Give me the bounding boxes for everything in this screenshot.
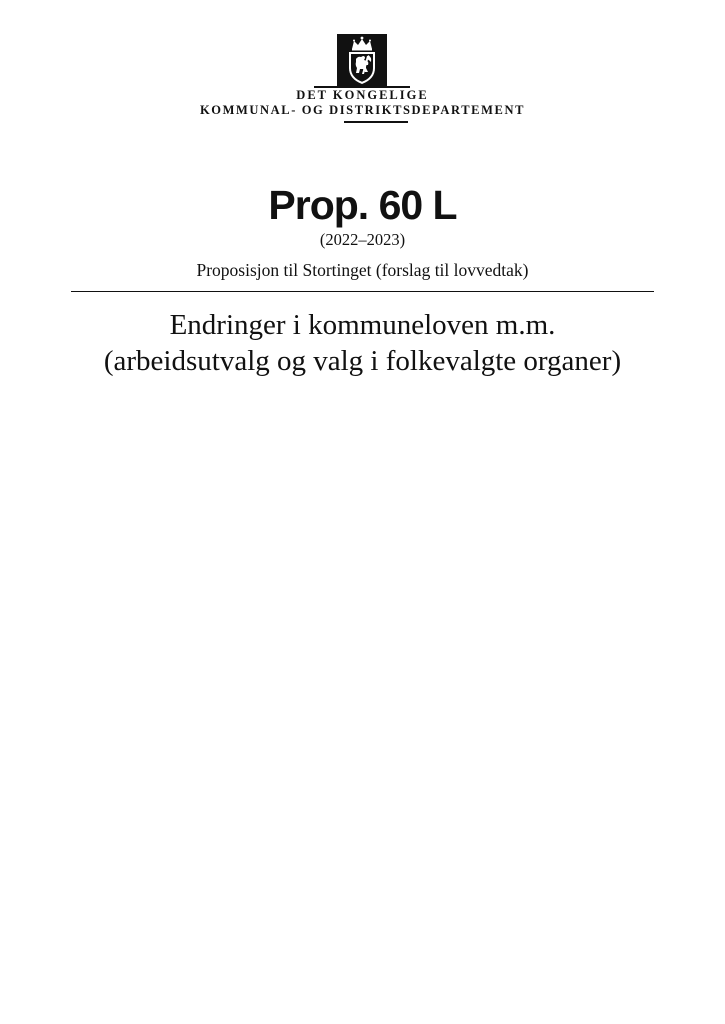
ministry-rule-bottom [344, 121, 408, 123]
document-title-line2: (arbeidsutvalg og valg i folkevalgte organer) [103, 345, 622, 377]
ministry-name-line1: DET KONGELIGE [296, 88, 429, 102]
ministry-name-line2: KOMMUNAL- OG DISTRIKTSDEPARTEMENT [199, 103, 526, 117]
document-title [0, 307, 725, 379]
heading-divider [71, 291, 654, 292]
document-title-line1: Endringer i kommuneloven m.m. [169, 309, 556, 341]
session-years: (2022–2023) [319, 230, 406, 249]
proposition-title: Prop. 60 L [268, 182, 457, 228]
coat-of-arms-icon [337, 34, 387, 86]
proposition-type: Proposisjon til Stortinget (forslag til lovvedtak) [196, 260, 529, 280]
